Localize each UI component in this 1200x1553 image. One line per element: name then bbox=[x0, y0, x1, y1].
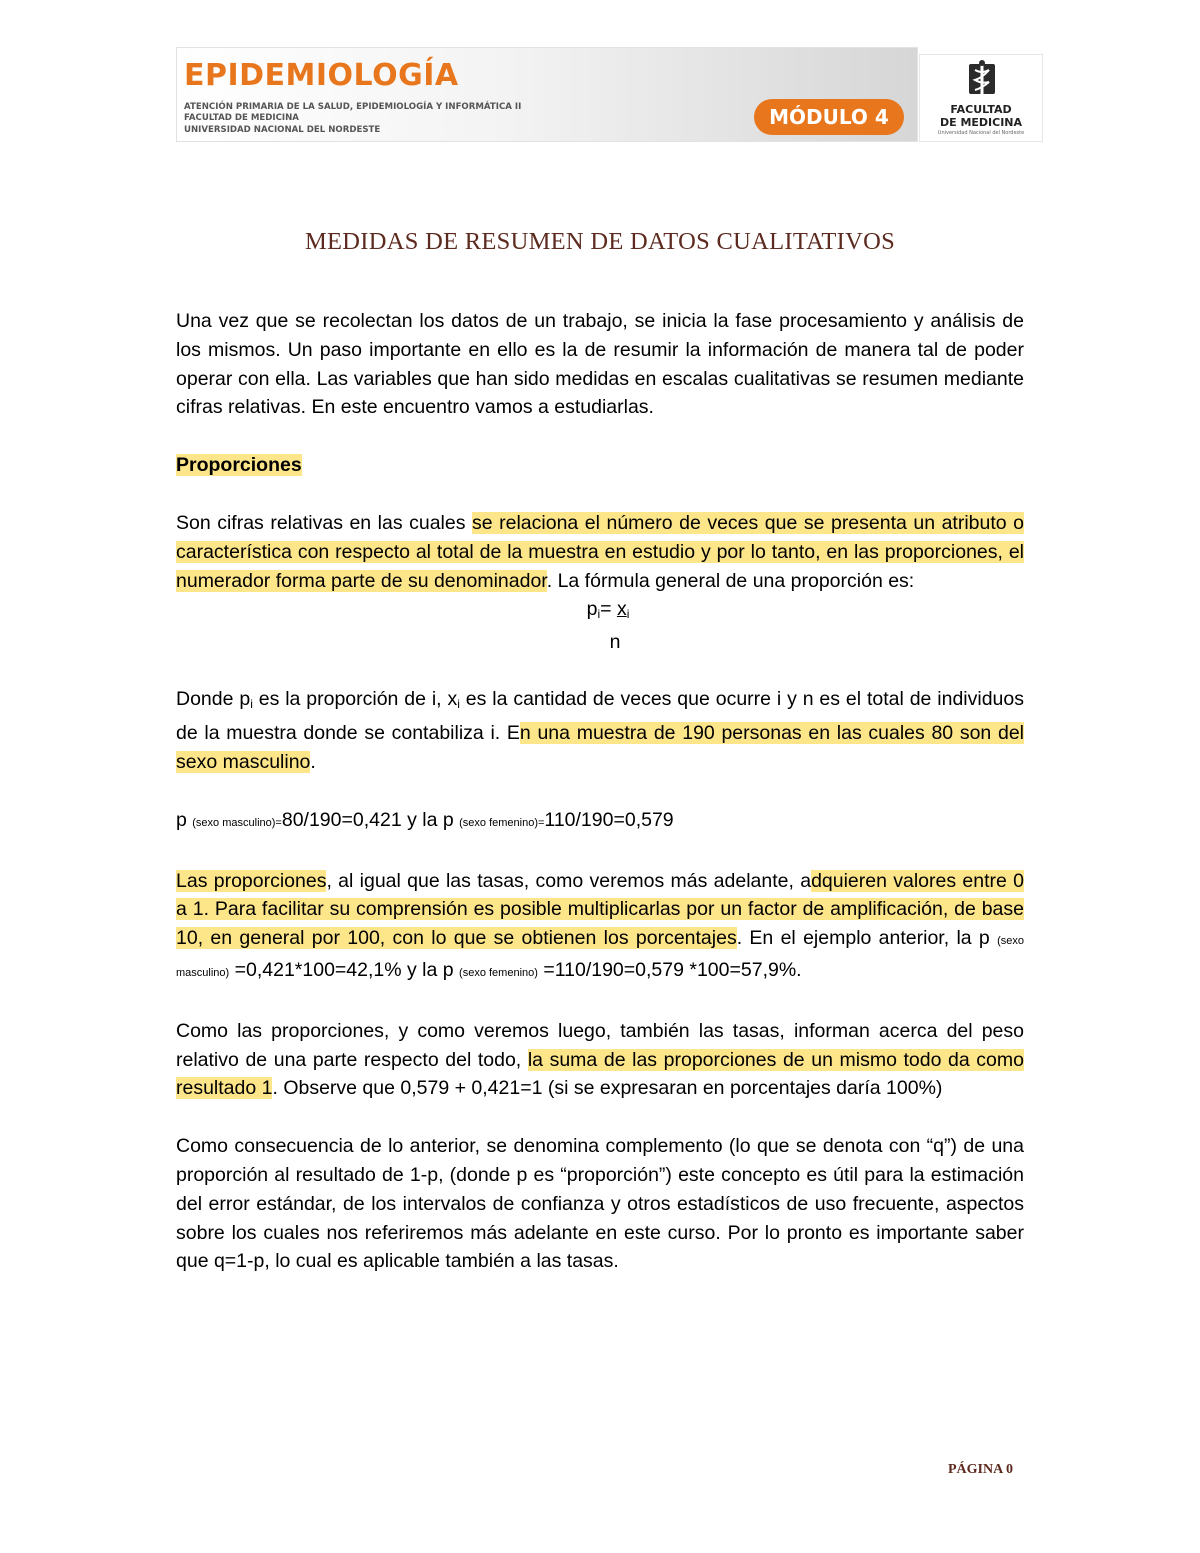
percentage-text-3: =0,421*100=42,1% y la p bbox=[229, 958, 460, 981]
formula-x-subscript: i bbox=[626, 607, 630, 622]
banner-subtitle-faculty: FACULTAD DE MEDICINA bbox=[184, 113, 299, 123]
where-text-1: Donde p bbox=[176, 688, 251, 711]
where-text-3: es la cantidad de veces que ocurre i y n es el total de individuos de la muestra donde se contabiliza i. E bbox=[176, 688, 1024, 745]
percentage-label-female: (sexo femenino) bbox=[459, 966, 538, 979]
banner-subtitle-university: UNIVERSIDAD NACIONAL DEL NORDESTE bbox=[184, 125, 381, 135]
formula-equals: = bbox=[600, 598, 617, 621]
percentage-text-4: =110/190=0,579 *100=57,9%. bbox=[537, 958, 802, 981]
definition-text-end: . La fórmula general de una proporción es: bbox=[546, 569, 915, 592]
where-paragraph bbox=[176, 685, 1024, 776]
logo-text-faculty: FACULTAD bbox=[950, 103, 1012, 116]
where-highlight: n una muestra de 190 personas en las cuales 80 son del sexo masculino bbox=[176, 722, 1025, 773]
percentage-paragraph bbox=[176, 867, 1024, 988]
formula-p-subscript: i bbox=[597, 607, 601, 622]
header-banner bbox=[176, 47, 918, 142]
faculty-logo bbox=[919, 54, 1043, 142]
percentage-text-2: . En el ejemplo anterior, la p bbox=[736, 927, 998, 950]
section-heading-text: Proporciones bbox=[176, 454, 302, 477]
logo-text-medicine: DE MEDICINA bbox=[939, 116, 1023, 129]
formula-p: p bbox=[586, 598, 598, 621]
banner-title: EPIDEMIOLOGÍA bbox=[184, 58, 459, 93]
percentage-highlight-2: dquieren valores entre 0 a 1. Para facilitar su comprensión es posible multiplicarlas por un factor de amplificación, de base 10, en general por 100, con lo que se obtienen los porcentajes bbox=[176, 869, 1024, 950]
formula-x-letter: x bbox=[616, 598, 627, 621]
document-body bbox=[176, 307, 1024, 1276]
example-value-1: 80/190=0,421 y la p bbox=[281, 808, 460, 831]
sum-paragraph bbox=[176, 1017, 1024, 1103]
formula-numerator bbox=[587, 595, 630, 628]
percentage-highlight-1: Las proporciones bbox=[176, 869, 327, 892]
example-value-2: 110/190=0,579 bbox=[544, 808, 674, 831]
proportion-formula bbox=[176, 595, 1024, 656]
example-p1: p bbox=[176, 808, 193, 831]
formula-x bbox=[617, 598, 629, 620]
sum-text-1: Como las proporciones, y como veremos luego, también las tasas, informan acerca del peso relativo de una parte respecto del todo, bbox=[176, 1019, 1024, 1071]
banner-subtitle-course: ATENCIÓN PRIMARIA DE LA SALUD, EPIDEMIOLOGÍA Y INFORMÁTICA II bbox=[184, 102, 522, 112]
formula-denominator: n bbox=[609, 631, 621, 654]
definition-paragraph bbox=[176, 509, 1024, 595]
page-number: PÁGINA 0 bbox=[948, 1462, 1013, 1477]
example-label-male: (sexo masculino)= bbox=[192, 816, 282, 829]
page-title: MEDIDAS DE RESUMEN DE DATOS CUALITATIVOS bbox=[304, 228, 896, 255]
caduceus-emblem-icon bbox=[965, 58, 999, 100]
definition-highlight: se relaciona el número de veces que se presenta un atributo o característica con respecto al total de la muestra en estudio y por lo tanto, en las proporciones, el numerador forma parte de su denominador bbox=[176, 511, 1024, 592]
section-heading-proporciones bbox=[176, 451, 1024, 480]
logo-text-university: Universidad Nacional del Nordeste bbox=[937, 130, 1025, 136]
module-badge: MÓDULO 4 bbox=[754, 99, 904, 135]
percentage-label-male: (sexo masculino) bbox=[176, 935, 1024, 979]
example-label-female: (sexo femenino)= bbox=[459, 816, 545, 829]
sum-highlight: la suma de las proporciones de un mismo todo da como resultado 1 bbox=[176, 1048, 1024, 1100]
example-calculation bbox=[176, 806, 1024, 838]
intro-paragraph: Una vez que se recolectan los datos de un trabajo, se inicia la fase procesamiento y análisis de los mismos. Un paso importante en ello es la de resumir la información de manera tal de poder operar con ella. Las variables que han sido medidas en escalas cualitativas se resumen mediante cifras relativas. En este encuentro vamos a estudiarlas. bbox=[176, 310, 1024, 419]
percentage-text-1: , al igual que las tasas, como veremos más adelante, a bbox=[326, 869, 812, 892]
definition-text: Son cifras relativas en las cuales bbox=[176, 511, 473, 534]
where-text-4: . bbox=[310, 750, 316, 773]
where-sub-2: i bbox=[457, 697, 460, 712]
where-text-2: es la proporción de i, x bbox=[252, 688, 458, 711]
sum-text-2: . Observe que 0,579 + 0,421=1 (si se expresaran en porcentajes daría 100%) bbox=[272, 1077, 943, 1100]
complement-paragraph: Como consecuencia de lo anterior, se denomina complemento (lo que se denota con “q”) de una proporción al resultado de 1-p, (donde p es “proporción”) este concepto es útil para la estimación del error estándar, de los intervalos de confianza y otros estadísticos de uso frecuente, aspectos sobre los cuales nos referiremos más adelante en este curso. Por lo pronto es importante saber que q=1-p, lo cual es aplicable también a las tasas. bbox=[176, 1135, 1024, 1273]
where-sub-1: i bbox=[250, 697, 253, 712]
